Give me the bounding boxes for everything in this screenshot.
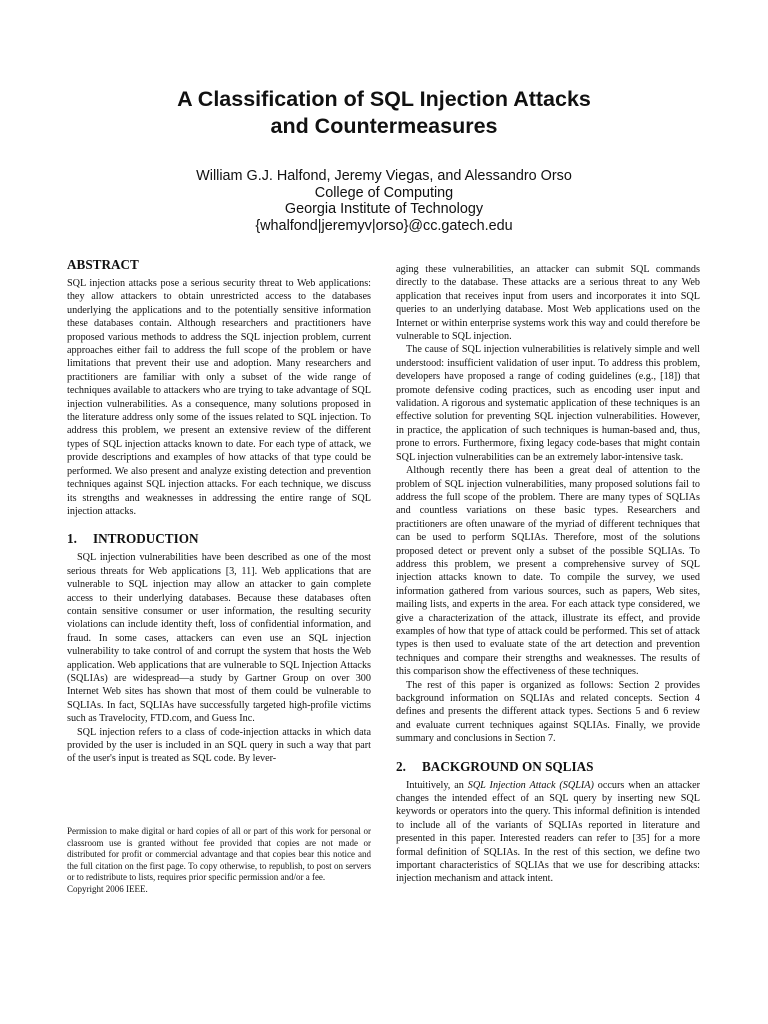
background-text-start: Intuitively, an [406, 779, 468, 791]
title-line-2: and Countermeasures [270, 114, 498, 138]
affiliation-institute: Georgia Institute of Technology [284, 201, 484, 217]
background-paragraph-1 [396, 779, 700, 886]
permission-text: Permission to make digital or hard copies of all or part of this work for personal or classroom use is granted without fee provided that copies are not made or distributed for profit or commercial advantage and that copies bear this notice and the full citation on the first page. To copy otherwise, to republish, to post on servers or to redistribute to lists, requires prior specific permission and/or a fee. [67, 826, 371, 882]
intro-paragraph-4: Although recently there has been a great deal of attention to the problem of SQL injection vulnerabilities, many proposed solutions fail to address the full scope of the problem. There are many types of SQLIAs and countless variations on these basic types. Researchers and practitioners are often unaware of the myriad of different techniques that can be used to perform SQLIAs. Therefore, most of the solutions proposed detect or prevent only a subset of the possible SQLIAs. To address this problem, we present a comprehensive survey of SQL injection attacks known to date. To compile the survey, we used information gathered from various sources, such as papers, Web sites, mailing lists, and experts in the area. For each attack type considered, we give a characterization of the attack, illustrate its effect, and provide examples of how that type of attack could be performed. This set of attack types is then used to evaluate state of the art detection and prevention techniques and compare their strengths and weaknesses. The results of this comparison show the effectiveness of these techniques. [396, 465, 700, 678]
introduction-heading [67, 530, 371, 547]
author-emails: {whalfond|jeremyv|orso}@cc.gatech.edu [255, 217, 513, 234]
sqlia-term: SQL Injection Attack (SQLIA) [467, 779, 594, 791]
background-text-end: occurs when an attacker changes the intended effect of an SQL query by inserting new SQL keywords or operators into the query. This informal definition is intended to include all of the variants of SQLIAs reported in literature and presented in this paper. Interested readers can refer to [35] for a more formal definition of SQLIAs. In the rest of this section, we define two important characteristics of SQLIAs that we use for describing attacks: injection mechanism and attack intent. [396, 779, 700, 885]
section-title: INTRODUCTION [93, 531, 199, 547]
abstract-text: SQL injection attacks pose a serious security threat to Web applications: they allow attackers to obtain unrestricted access to the databases underlying the applications and to the potentially sensitive information these databases contain. Although researchers and practitioners have proposed various methods to address the SQL injection problem, current approaches either fail to address the full scope of the problem or have limitations that prevent their use and adoption. Many researchers and practitioners are familiar with only a subset of the wide range of techniques available to attackers who are trying to take advantage of SQL injection vulnerabilities. As a consequence, many solutions proposed in the literature address only some of the issues related to SQL injection. To address this problem, we present an extensive review of the different types of SQL injection attacks known to date. For each type of attack, we provide descriptions and examples of how attacks of that type could be performed. We also present and analyze existing detection and prevention techniques against SQL injection attacks. For each technique, we discuss its strengths and weaknesses in addressing the entire range of SQL injection attacks. [67, 278, 371, 517]
intro-paragraph-3: The cause of SQL injection vulnerabilities is relatively simple and well understood: insufficient validation of user input. To address this problem, developers have proposed a range of coding guidelines (e.g., [18]) that promote defensive coding practices, such as encoding user input and validation. A rigorous and systematic application of these techniques is an effective solution for preventing SQL injection vulnerabilities. However, in practice, the application of such techniques is human-based and, thus, prone to errors. Furthermore, fixing legacy code-bases that might contain SQL injection vulnerabilities can be an extremely labor-intensive task. [396, 344, 700, 463]
intro-paragraph-5: The rest of this paper is organized as follows: Section 2 provides background information on SQLIAs and related concepts. Section 4 defines and presents the different attack types. Sections 5 and 6 review and evaluate current techniques against SQLIAs. Finally, we provide summary and conclusions in Section 7. [396, 679, 700, 745]
section-number: 2. [396, 758, 406, 774]
left-column [67, 256, 371, 766]
author-names: William G.J. Halfond, Jeremy Viegas, and Alessandro Orso [196, 168, 572, 184]
section-number: 1. [67, 531, 77, 547]
copyright-notice: Copyright 2006 IEEE. [67, 883, 148, 894]
section-title: BACKGROUND ON SQLIAS [422, 758, 594, 774]
title-line-1: A Classification of SQL Injection Attacks [177, 87, 591, 111]
paper-title [60, 86, 708, 140]
affiliation-college: College of Computing [314, 184, 454, 201]
intro-paragraph-2-continued: aging these vulnerabilities, an attacker can submit SQL commands directly to the database. These attacks are a serious threat to any Web application that receives input from users and incorporates it into SQL queries to an underlying database. Most Web applications used on the Internet or within enterprise systems work this way and could therefore be vulnerable to SQL injection. [396, 264, 700, 343]
right-column [396, 263, 700, 886]
intro-paragraph-2: SQL injection refers to a class of code-injection attacks in which data provided by the user is included in an SQL query in such a way that part of the user's input is treated as SQL code. By lever- [67, 726, 371, 765]
author-block [60, 168, 708, 234]
background-heading [396, 758, 700, 775]
permission-footnote [67, 826, 371, 895]
intro-paragraph-1: SQL injection vulnerabilities have been described as one of the most serious threats for Web applications [3, 11]. Web applications that are vulnerable to SQL injection may allow an attacker to gain complete access to their underlying databases. Because these databases often contain sensitive consumer or user information, the resulting security violations can include identity theft, loss of confidential information, and fraud. In some cases, attackers can even use an SQL injection vulnerability to take control of and corrupt the system that hosts the Web application. Web applications that are vulnerable to SQL Injection Attacks (SQLIAs) are widespread—a study by Gartner Group on over 300 Internet Web sites has shown that most of them could be vulnerable to SQLIAs. In fact, SQLIAs have successfully targeted high-profile victims such as Travelocity, FTD.com, and Guess Inc. [67, 552, 371, 725]
abstract-heading: ABSTRACT [67, 257, 139, 272]
